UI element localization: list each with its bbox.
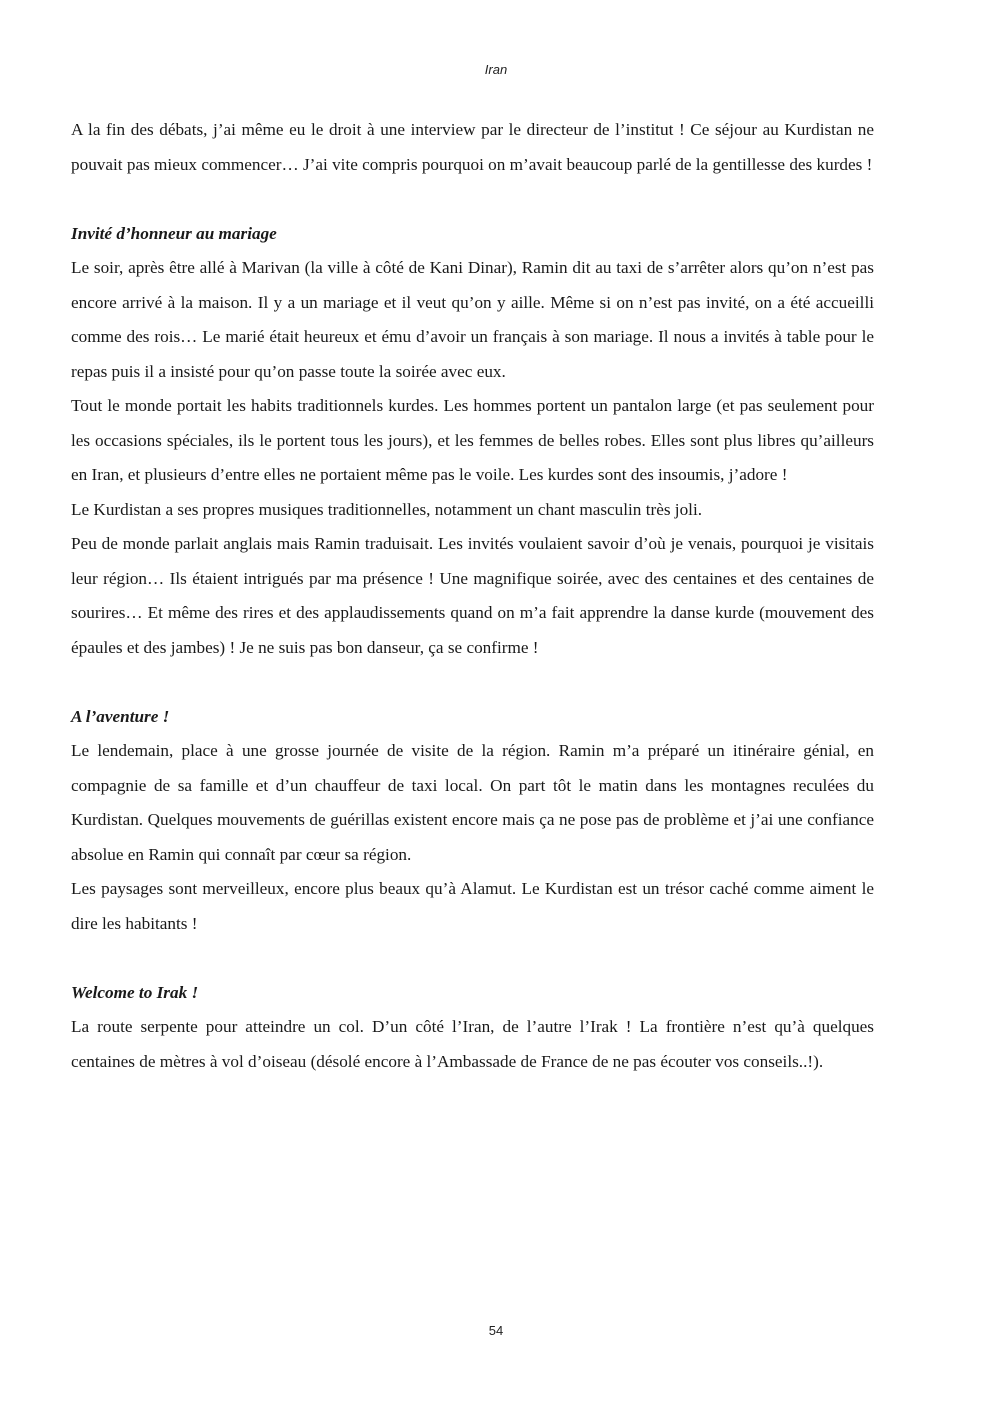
- section-gap: [71, 941, 874, 976]
- section-heading-mariage: Invité d’honneur au mariage: [71, 223, 277, 243]
- page-body: [71, 113, 874, 1079]
- running-header-title: Iran: [484, 62, 508, 77]
- section-gap: [71, 665, 874, 700]
- section-heading-aventure: A l’aventure !: [71, 706, 170, 726]
- section-heading-irak: Welcome to Irak !: [71, 982, 199, 1002]
- aventure-paragraph-1: Le lendemain, place à une grosse journée de visite de la région. Ramin m’a préparé un itinéraire génial, en compagnie de sa famille et d’un chauffeur de taxi local. On part tôt le matin dans les montagnes reculées du Kurdistan. Quelques mouvements de guérillas existent encore mais ça ne pose pas de problème et j’ai une confiance absolue en Ramin qui connaît par cœur sa région.: [71, 741, 874, 864]
- aventure-paragraph-2: Les paysages sont merveilleux, encore plus beaux qu’à Alamut. Le Kurdistan est un trésor caché comme aiment le dire les habitants !: [71, 879, 874, 933]
- mariage-paragraph-1: Le soir, après être allé à Marivan (la ville à côté de Kani Dinar), Ramin dit au taxi de s’arrêter alors qu’on n’est pas encore arrivé à la maison. Il y a un mariage et il veut qu’on y aille. Même si on n’est pas invité, on a été accueilli comme des rois… Le marié était heureux et ému d’avoir un français à son mariage. Il nous a invités à table pour le repas puis il a insisté pour qu’on passe toute la soirée avec eux.: [71, 258, 874, 381]
- irak-paragraph-1: La route serpente pour atteindre un col. D’un côté l’Iran, de l’autre l’Irak ! La frontière n’est qu’à quelques centaines de mètres à vol d’oiseau (désolé encore à l’Ambassade de France de ne pas écouter vos conseils..!).: [71, 1017, 874, 1071]
- mariage-paragraph-4: Peu de monde parlait anglais mais Ramin traduisait. Les invités voulaient savoir d’où je venais, pourquoi je visitais leur région… Ils étaient intrigués par ma présence ! Une magnifique soirée, avec des centaines et des centaines de sourires… Et même des rires et des applaudissements quand on m’a fait apprendre la danse kurde (mouvement des épaules et des jambes) ! Je ne suis pas bon danseur, ça se confirme !: [71, 534, 874, 657]
- mariage-paragraph-3: Le Kurdistan a ses propres musiques traditionnelles, notamment un chant masculin très joli.: [71, 499, 703, 519]
- section-gap: [71, 182, 874, 217]
- intro-paragraph: A la fin des débats, j’ai même eu le droit à une interview par le directeur de l’institut ! Ce séjour au Kurdistan ne pouvait pas mieux commencer… J’ai vite compris pourquoi on m’avait beaucoup parlé de la gentillesse des kurdes !: [71, 120, 874, 174]
- page-number: 54: [488, 1323, 504, 1338]
- mariage-paragraph-2: Tout le monde portait les habits traditionnels kurdes. Les hommes portent un pantalon large (et pas seulement pour les occasions spéciales, ils le portent tous les jours), et les femmes de belles robes. Elles sont plus libres qu’ailleurs en Iran, et plusieurs d’entre elles ne portaient même pas le voile. Les kurdes sont des insoumis, j’adore !: [71, 396, 874, 484]
